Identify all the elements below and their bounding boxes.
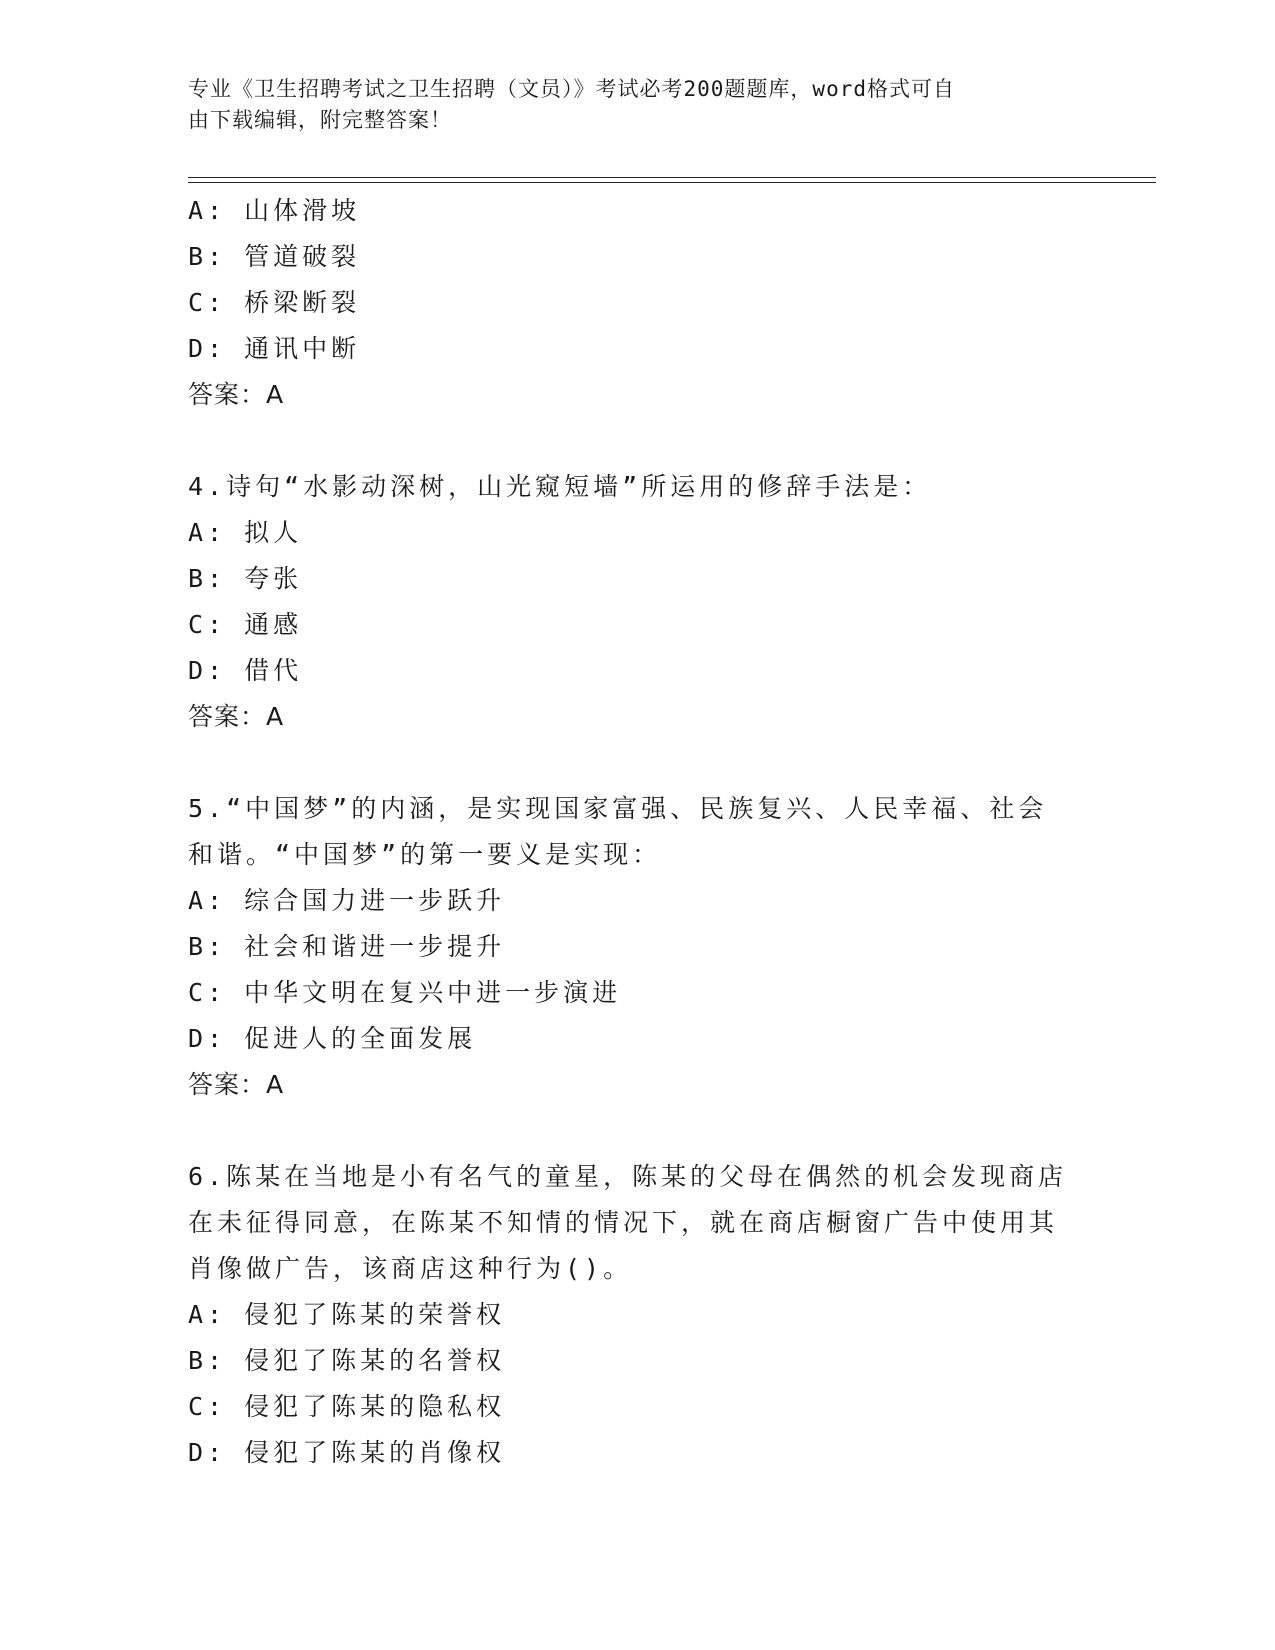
option-text: 侵犯了陈某的荣誉权 bbox=[244, 1300, 506, 1329]
question-list bbox=[188, 188, 1068, 1476]
question-stem: 4.诗句“水影动深树，山光窥短墙”所运用的修辞手法是： bbox=[188, 472, 932, 501]
option-d bbox=[188, 1016, 1068, 1062]
option-a bbox=[188, 510, 1068, 556]
option-letter: D: bbox=[188, 1024, 227, 1053]
answer-line: 答案：A bbox=[188, 702, 285, 731]
option-letter: C: bbox=[188, 978, 227, 1007]
option-text: 中华文明在复兴中进一步演进 bbox=[244, 978, 622, 1007]
option-b bbox=[188, 924, 1068, 970]
option-a bbox=[188, 188, 1068, 234]
option-c bbox=[188, 280, 1068, 326]
option-letter: C: bbox=[188, 610, 227, 639]
question-stem: 6.陈某在当地是小有名气的童星，陈某的父母在偶然的机会发现商店 bbox=[188, 1162, 1068, 1191]
option-letter: D: bbox=[188, 334, 227, 363]
option-text: 侵犯了陈某的隐私权 bbox=[244, 1392, 506, 1421]
question-stem: 肖像做广告，该商店这种行为()。 bbox=[188, 1254, 633, 1283]
option-text: 通讯中断 bbox=[244, 334, 361, 363]
option-letter: B: bbox=[188, 564, 227, 593]
header-line-2: 由下载编辑，附完整答案！ bbox=[188, 108, 452, 132]
option-text: 借代 bbox=[244, 656, 303, 685]
header-line-1: 专业《卫生招聘考试之卫生招聘（文员）》考试必考200题题库，word格式可自 bbox=[188, 77, 955, 101]
question-stem: 5.“中国梦”的内涵，是实现国家富强、民族复兴、人民幸福、社会 bbox=[188, 794, 1048, 823]
spacer bbox=[188, 1108, 1068, 1154]
option-text: 通感 bbox=[244, 610, 303, 639]
option-letter: B: bbox=[188, 1346, 227, 1375]
option-letter: C: bbox=[188, 288, 227, 317]
option-text: 侵犯了陈某的肖像权 bbox=[244, 1438, 506, 1467]
option-letter: C: bbox=[188, 1392, 227, 1421]
question-6 bbox=[188, 1154, 1068, 1476]
question-stem: 和谐。“中国梦”的第一要义是实现： bbox=[188, 840, 662, 869]
option-text: 促进人的全面发展 bbox=[244, 1024, 477, 1053]
header-rule-top bbox=[188, 177, 1156, 178]
option-text: 管道破裂 bbox=[244, 242, 361, 271]
option-d bbox=[188, 648, 1068, 694]
question-stem: 在未征得同意，在陈某不知情的情况下，就在商店橱窗广告中使用其 bbox=[188, 1208, 1059, 1237]
answer-line: 答案：A bbox=[188, 380, 285, 409]
option-d bbox=[188, 1430, 1068, 1476]
question-3 bbox=[188, 188, 1068, 418]
option-letter: D: bbox=[188, 656, 227, 685]
option-b bbox=[188, 234, 1068, 280]
option-text: 山体滑坡 bbox=[244, 196, 361, 225]
option-text: 侵犯了陈某的名誉权 bbox=[244, 1346, 506, 1375]
option-text: 夸张 bbox=[244, 564, 303, 593]
header-rule-bottom bbox=[188, 182, 1156, 183]
option-b bbox=[188, 1338, 1068, 1384]
option-text: 综合国力进一步跃升 bbox=[244, 886, 506, 915]
option-letter: B: bbox=[188, 242, 227, 271]
option-a bbox=[188, 1292, 1068, 1338]
spacer bbox=[188, 740, 1068, 786]
document-header bbox=[188, 74, 1088, 136]
spacer bbox=[188, 418, 1068, 464]
option-letter: A: bbox=[188, 886, 227, 915]
option-c bbox=[188, 1384, 1068, 1430]
option-letter: A: bbox=[188, 196, 227, 225]
option-letter: B: bbox=[188, 932, 227, 961]
option-c bbox=[188, 970, 1068, 1016]
option-d bbox=[188, 326, 1068, 372]
question-5 bbox=[188, 786, 1068, 1108]
option-c bbox=[188, 602, 1068, 648]
option-text: 拟人 bbox=[244, 518, 303, 547]
question-4 bbox=[188, 464, 1068, 740]
option-text: 桥梁断裂 bbox=[244, 288, 361, 317]
option-b bbox=[188, 556, 1068, 602]
answer-line: 答案：A bbox=[188, 1070, 285, 1099]
option-letter: A: bbox=[188, 1300, 227, 1329]
option-letter: A: bbox=[188, 518, 227, 547]
option-text: 社会和谐进一步提升 bbox=[244, 932, 506, 961]
option-a bbox=[188, 878, 1068, 924]
option-letter: D: bbox=[188, 1438, 227, 1467]
